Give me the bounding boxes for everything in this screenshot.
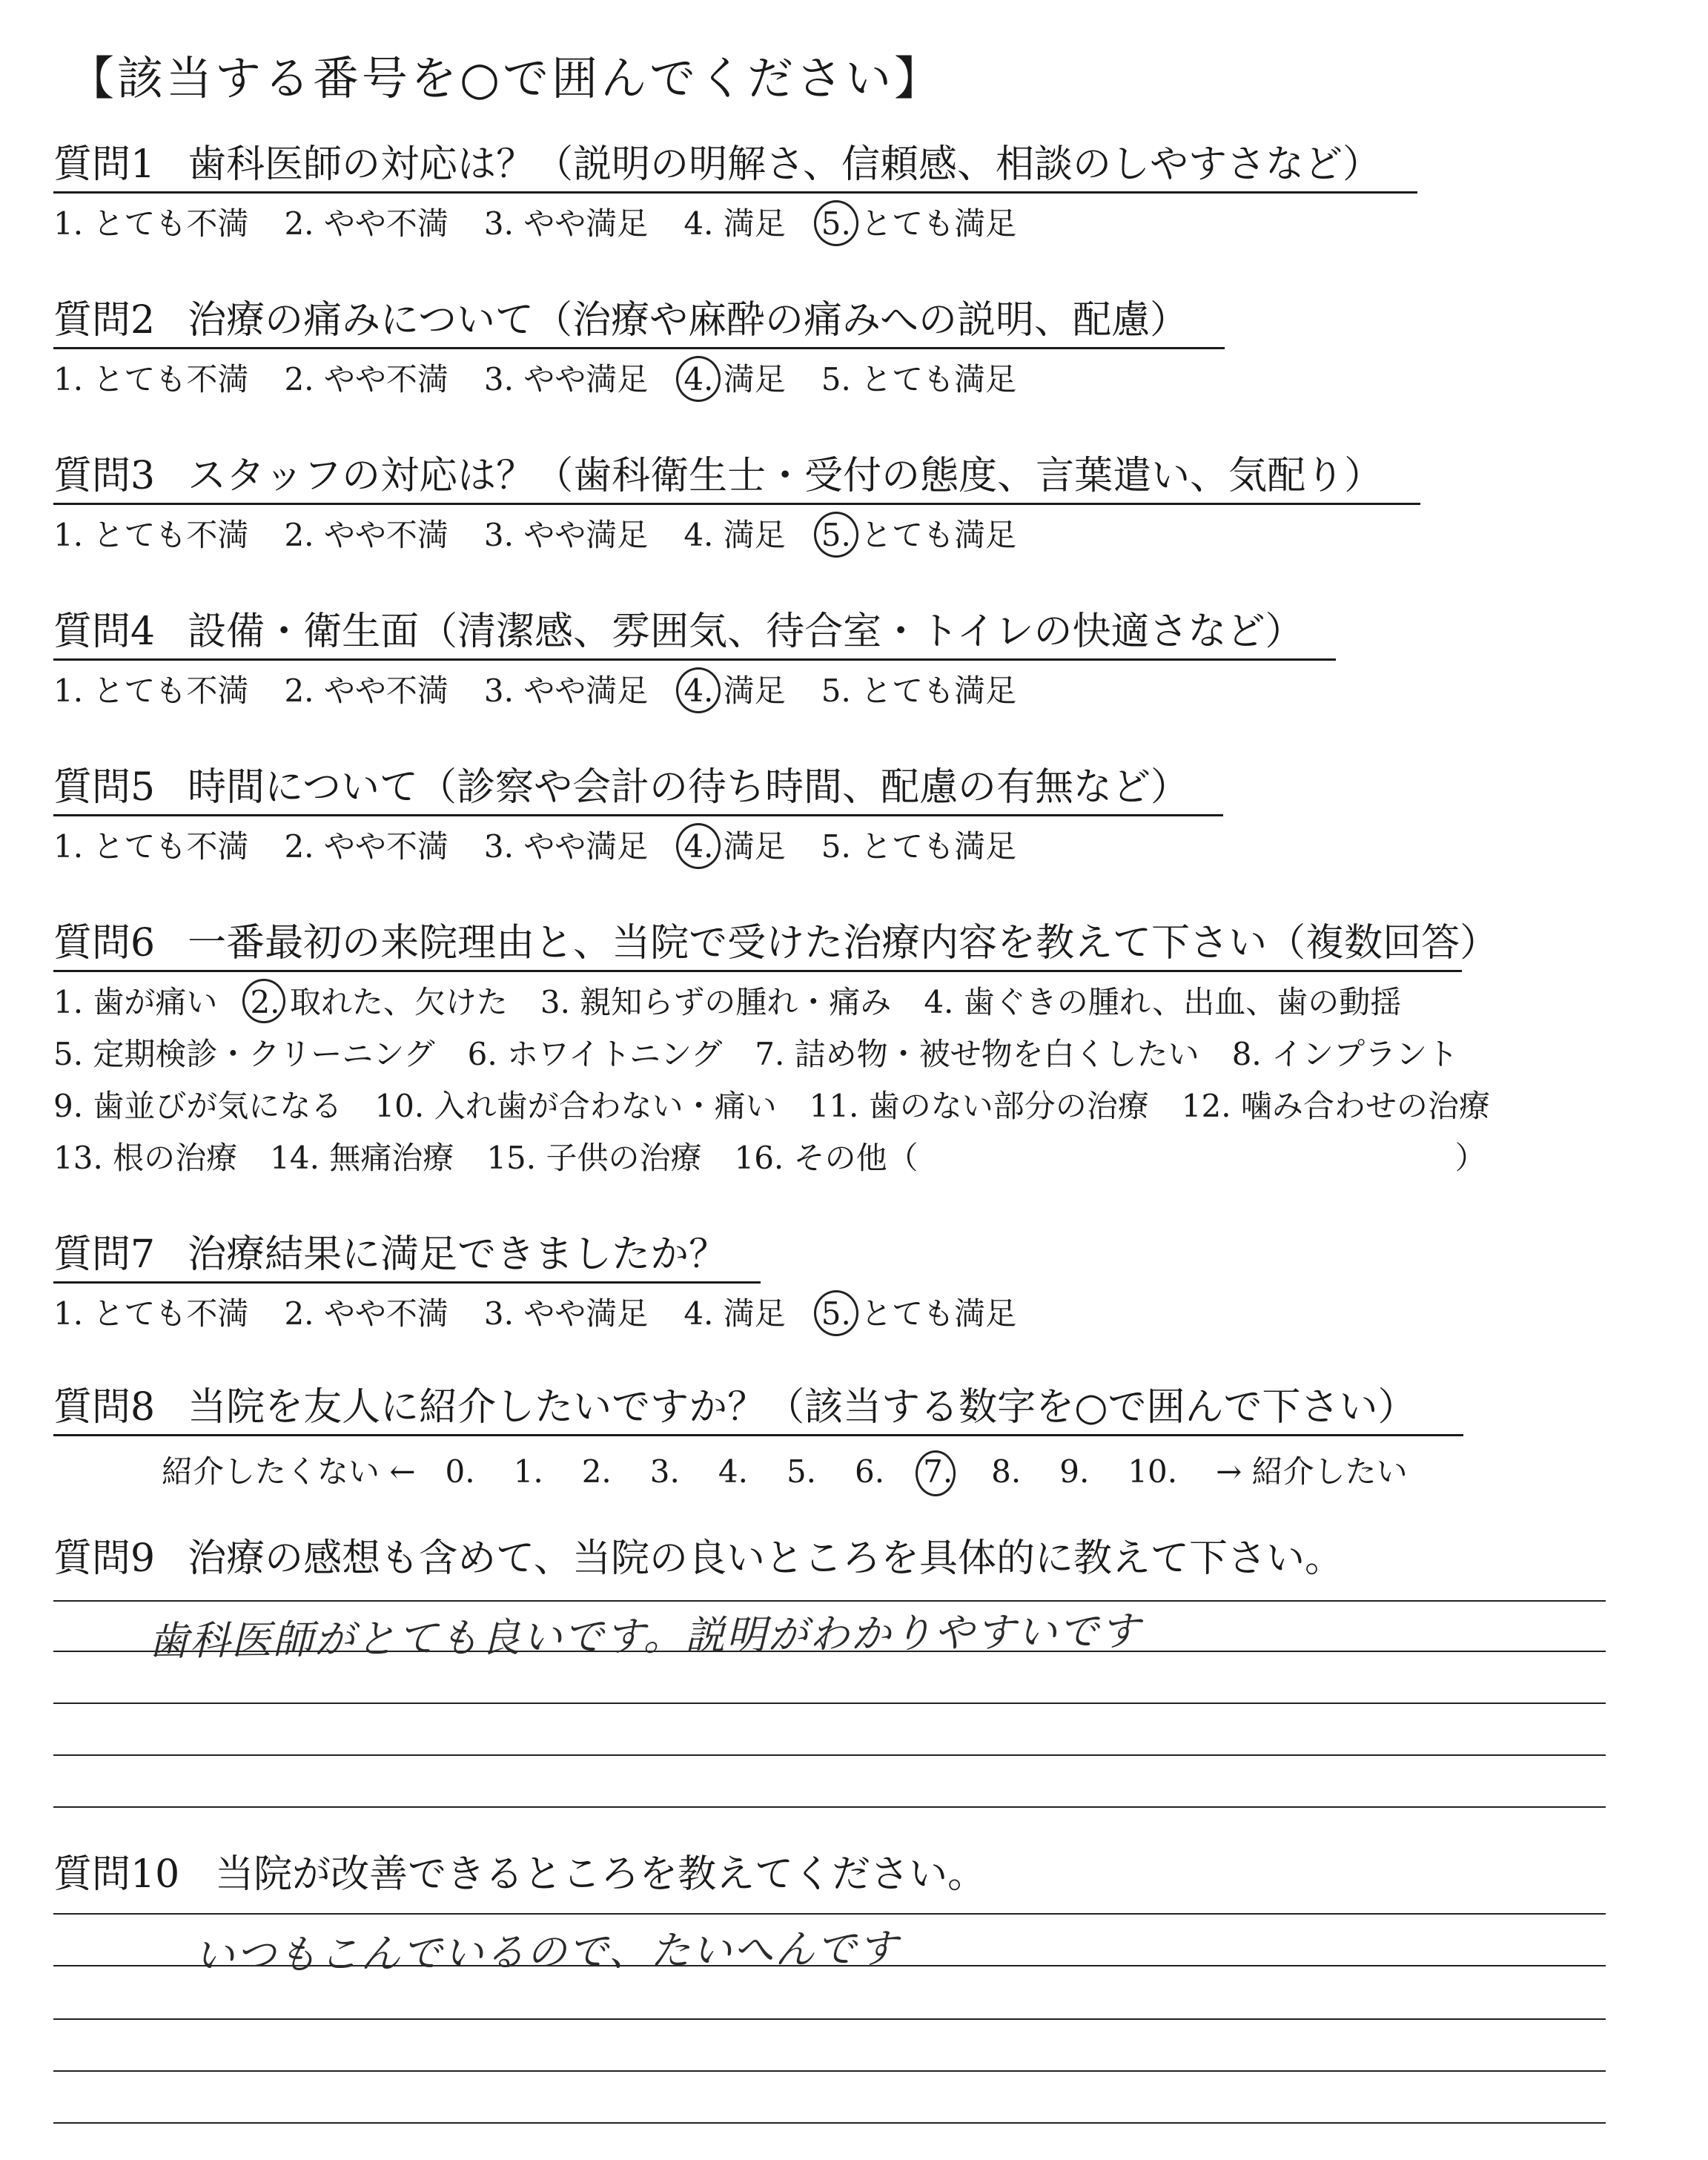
satisfaction-option: 1. とても不満 [53,361,249,397]
scale-value: 8. [991,1453,1022,1490]
scale-value: 4. [718,1453,748,1490]
question-5-number: 質問5 [53,765,156,810]
treatment-option: 1. 歯が痛い [53,984,218,1020]
satisfaction-option: 3. やや満足 [483,673,649,709]
scale-value-selected: 7. [923,1453,953,1490]
question-3-underline [53,503,1420,505]
q6-option-row [53,1137,1519,1179]
satisfaction-option: 3. やや満足 [483,517,649,553]
satisfaction-option: 2. やや不満 [284,673,448,709]
satisfaction-option-selected: 5. とても満足 [821,515,1016,556]
referral-scale [162,1447,1408,1492]
q9-handwritten-answer: 歯科医師がとても良いです。説明がわかりやすいです [148,1607,1142,1665]
question-10-heading [53,1851,986,1898]
satisfaction-option: 3. やや満足 [483,828,649,865]
satisfaction-option: 4. 満足 [683,205,786,242]
question-10-text: 当院が改善できるところを教えてください。 [215,1852,987,1897]
selection-circle-mark [916,1450,956,1496]
question-7-underline [53,1281,761,1284]
question-9-text: 治療の感想も含めて、当院の良いところを具体的に教えて下さい。 [188,1536,1344,1581]
satisfaction-option-selected: 5. とても満足 [821,1293,1016,1335]
treatment-option: 9. 歯並びが気になる [53,1088,342,1124]
treatment-option: 11. 歯のない部分の治療 [809,1088,1149,1124]
question-3-heading [53,452,1383,500]
scale-value: 1. [513,1453,543,1490]
question-6-number: 質問6 [53,921,156,965]
satisfaction-option: 1. とても不満 [53,828,249,865]
q6-option-row [53,1034,1491,1075]
selection-circle-mark [676,823,721,869]
treatment-option: 14. 無痛治療 [270,1140,454,1176]
satisfaction-option: 2. やや不満 [284,828,448,865]
q6-option-row [53,982,1434,1023]
selection-circle-mark [814,512,858,558]
scale-value: 2. [581,1453,612,1490]
question-2-underline [53,347,1225,349]
question-4-number: 質問4 [53,610,156,654]
q10-write-line [53,2070,1606,2072]
q10-write-line [53,2018,1606,2020]
treatment-option: 13. 根の治療 [53,1140,238,1176]
selection-circle-mark [676,356,721,402]
treatment-option: 6. ホワイトニング [467,1036,723,1072]
satisfaction-option: 4. 満足 [683,517,786,553]
selection-circle-mark [676,667,721,713]
q10-handwritten-answer: いつもこんでいるので、たいへんです [193,1925,900,1979]
selection-circle-mark [242,979,285,1023]
satisfaction-option: 1. とても不満 [53,517,249,553]
question-8-underline [53,1434,1463,1436]
scale-left-label: 紹介したくない ← [162,1453,416,1490]
scale-value: 10. [1128,1453,1178,1490]
q10-write-line [53,2122,1606,2124]
satisfaction-option: 1. とても不満 [53,205,249,242]
scale-value: 6. [855,1453,885,1490]
treatment-option: 3. 親知らずの腫れ・痛み [540,984,892,1020]
other-close-paren: ） [1454,1140,1486,1176]
satisfaction-option: 1. とても不満 [53,673,249,709]
treatment-option: 10. 入れ歯が合わない・痛い [374,1088,777,1124]
question-5-underline [53,814,1223,816]
scale-value: 0. [445,1453,475,1490]
scale-value: 9. [1059,1453,1090,1490]
question-8-heading [53,1384,1416,1431]
satisfaction-option: 3. やや満足 [483,361,649,397]
satisfaction-option: 2. やや不満 [284,205,448,242]
satisfaction-option-selected: 4. 満足 [683,359,785,400]
satisfaction-option-selected: 4. 満足 [683,826,785,868]
question-1-text: 歯科医師の対応は？（説明の明解さ、信頼感、相談のしやすさなど） [188,142,1382,187]
scale-right-label: → 紹介したい [1216,1453,1408,1490]
treatment-option: 15. 子供の治療 [486,1140,702,1176]
treatment-option: 7. 詰め物・被せ物を白くしたい [755,1036,1199,1072]
question-9-number: 質問9 [53,1536,156,1581]
question-7-options [53,1293,1052,1335]
satisfaction-option-selected: 4. 満足 [683,670,785,712]
question-2-options [53,359,1052,400]
question-7-number: 質問7 [53,1232,156,1277]
scale-value: 3. [649,1453,680,1490]
question-6-heading [53,919,1498,967]
question-3-options [53,515,1052,556]
satisfaction-option: 2. やや不満 [284,1295,448,1332]
question-7-text: 治療結果に満足できましたか？ [188,1232,728,1277]
question-5-heading [53,764,1189,811]
question-1-underline [53,191,1417,194]
question-4-text: 設備・衛生面（清潔感、雰囲気、待合室・トイレの快適さなど） [188,610,1304,654]
page-title: 【該当する番号を○で囲んでください】 [68,51,944,105]
treatment-option-selected: 2. 取れた、欠けた [250,982,507,1023]
treatment-option: 4. 歯ぐきの腫れ、出血、歯の動揺 [924,984,1402,1020]
satisfaction-option: 3. やや満足 [483,205,649,242]
treatment-option: 12. 噛み合わせの治療 [1181,1088,1490,1124]
question-5-text: 時間について（診察や会計の待ち時間、配慮の有無など） [188,765,1190,810]
q9-write-line [53,1806,1606,1808]
question-8-text: 当院を友人に紹介したいですか？（該当する数字を○で囲んで下さい） [188,1385,1417,1430]
selection-circle-mark [814,1290,858,1336]
selection-circle-mark [814,200,858,246]
q9-write-line [53,1754,1606,1756]
satisfaction-option: 5. とても満足 [821,828,1017,865]
q10-write-line [53,1913,1606,1915]
question-5-options [53,826,1052,868]
question-1-heading [53,141,1381,188]
question-3-text: スタッフの対応は？（歯科衛生士・受付の態度、言葉遣い、気配り） [188,454,1383,498]
question-6-text: 一番最初の来院理由と、当院で受けた治療内容を教えて下さい（複数回答） [188,921,1499,965]
satisfaction-option: 5. とても満足 [821,673,1017,709]
satisfaction-option: 2. やや不満 [284,517,448,553]
satisfaction-option-selected: 5. とても満足 [821,203,1016,245]
question-4-underline [53,658,1336,661]
treatment-option: 8. インプラント [1231,1036,1459,1072]
treatment-option: 16. その他（ [734,1140,918,1176]
satisfaction-option: 3. やや満足 [483,1295,649,1332]
q6-option-row [53,1086,1523,1127]
satisfaction-option: 1. とても不満 [53,1295,249,1332]
question-8-number: 質問8 [53,1385,156,1430]
question-1-options [53,203,1052,245]
question-4-heading [53,608,1304,655]
question-2-number: 質問2 [53,298,156,343]
question-1-number: 質問1 [53,142,156,187]
q9-write-line [53,1600,1606,1602]
question-9-heading [53,1535,1343,1582]
satisfaction-option: 4. 満足 [683,1295,786,1332]
question-6-underline [53,970,1462,972]
question-3-number: 質問3 [53,454,156,498]
satisfaction-option: 2. やや不満 [284,361,448,397]
question-7-heading [53,1231,727,1278]
q9-write-line [53,1702,1606,1704]
question-4-options [53,670,1052,712]
satisfaction-option: 5. とても満足 [821,361,1017,397]
scale-value: 5. [786,1453,817,1490]
question-2-text: 治療の痛みについて（治療や麻酔の痛みへの説明、配慮） [188,298,1189,343]
question-2-heading [53,297,1188,344]
treatment-option: 5. 定期検診・クリーニング [53,1036,435,1072]
question-10-number: 質問10 [53,1852,180,1897]
